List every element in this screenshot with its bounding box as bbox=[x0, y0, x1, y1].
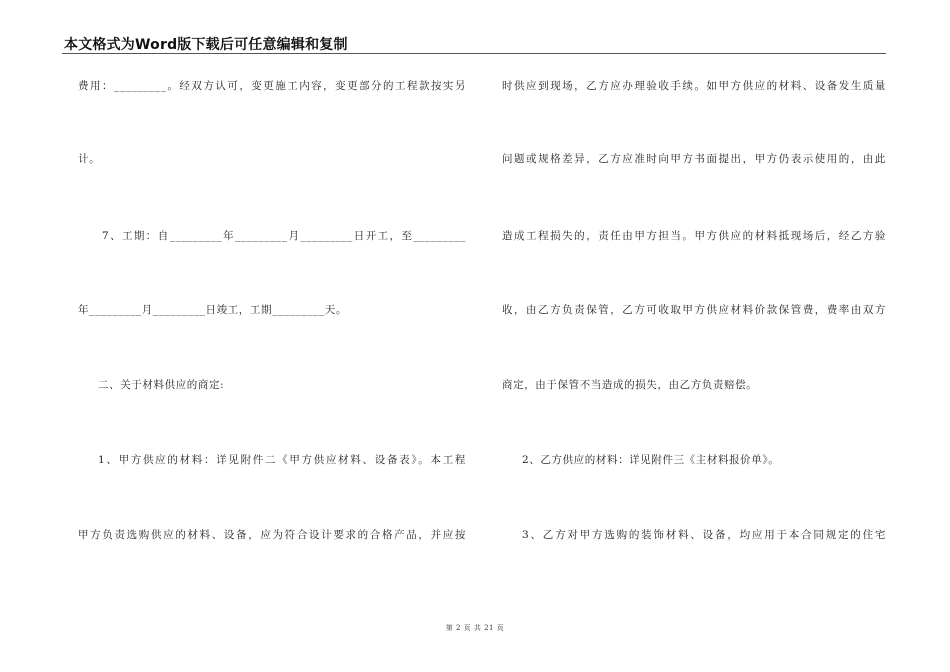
right-line-3: 造成工程损失的，责任由甲方担当。甲方供应的材料抵现场后，经乙方验 bbox=[502, 230, 886, 242]
document-header-title: 本文格式为Word版下载后可任意编辑和复制 bbox=[64, 37, 348, 53]
right-line-6: 2、乙方供应的材料：详见附件三《主材料报价单》。 bbox=[522, 454, 780, 466]
left-line-1: 费用：_________。经双方认可，变更施工内容，变更部分的工程款按实另 bbox=[78, 80, 466, 92]
left-line-3: 7、工期：自_________年_________月_________日开工，至_________ bbox=[102, 230, 466, 242]
header-divider bbox=[62, 53, 886, 54]
left-line-6: 1、甲方供应的材料：详见附件二《甲方供应材料、设备表》。本工程 bbox=[98, 454, 466, 466]
right-line-5: 商定，由于保管不当造成的损失，由乙方负责赔偿。 bbox=[502, 379, 758, 391]
left-line-7: 甲方负责选购供应的材料、设备，应为符合设计要求的合格产品，并应按 bbox=[78, 529, 466, 541]
right-line-1: 时供应到现场，乙方应办理验收手续。如甲方供应的材料、设备发生质量 bbox=[502, 80, 886, 92]
left-line-4: 年_________月_________日竣工，工期_________天。 bbox=[78, 304, 347, 316]
right-line-2: 问题或规格差异，乙方应准时向甲方书面提出，甲方仍表示使用的，由此 bbox=[502, 153, 886, 165]
right-line-7: 3、乙方对甲方选购的装饰材料、设备，均应用于本合同规定的住宅 bbox=[522, 529, 886, 541]
page-number-footer: 第 2 页 共 21 页 bbox=[445, 624, 505, 632]
left-line-2: 计。 bbox=[78, 153, 101, 165]
left-section-heading: 二、关于材料供应的商定: bbox=[98, 379, 225, 391]
right-line-4: 收，由乙方负责保管，乙方可收取甲方供应材料价款保管费，费率由双方 bbox=[502, 304, 886, 316]
